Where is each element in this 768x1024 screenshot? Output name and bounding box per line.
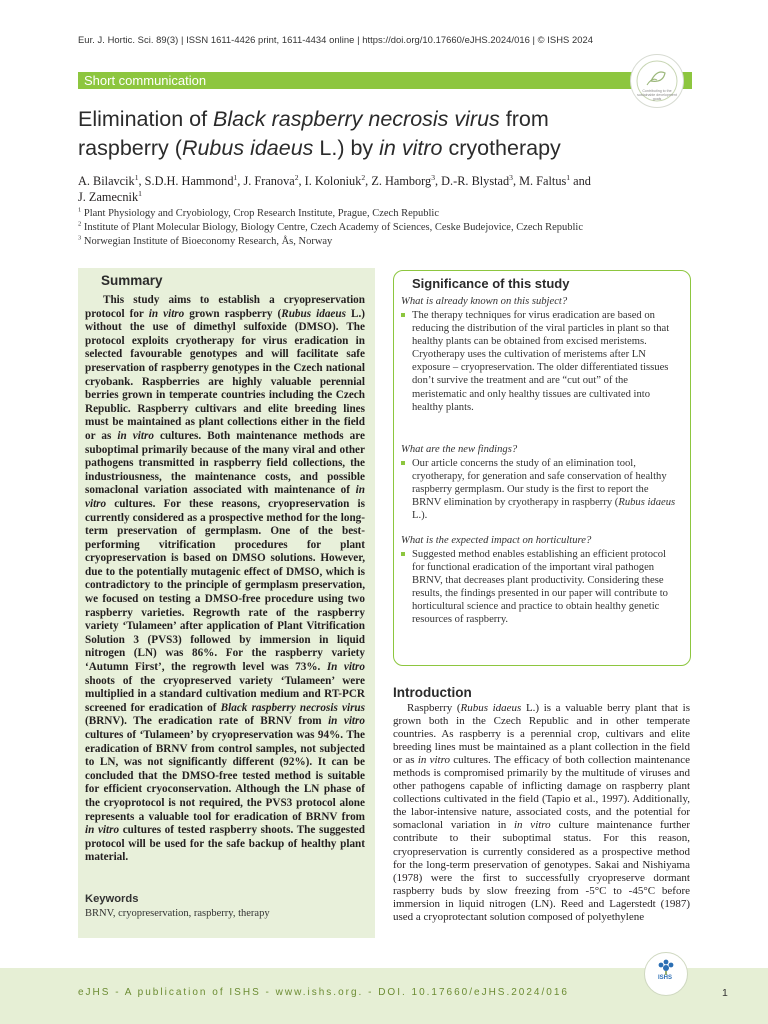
ishs-logo	[644, 952, 688, 996]
affiliation: $^1$ Plant Physiology and Cryobiology, Crop Research Institute, Prague, Czech Republic	[78, 206, 439, 219]
section-label: Short communication	[84, 73, 207, 88]
journal-citation-line: Eur. J. Hortic. Sci. 89(3) | ISSN 1611-4426 print, 1611-4434 online | https://doi.org/10.17660/eJHS.2024/016 | © ISHS 2024	[78, 34, 594, 45]
keywords-text: BRNV, cryopreservation, raspberry, therapy	[85, 908, 270, 919]
bullet-icon	[401, 552, 407, 558]
page-number: 1	[722, 987, 728, 999]
article-title-line-1: Elimination of Black raspberry necrosis virus from	[78, 107, 549, 131]
affiliation: $^3$ Norwegian Institute of Bioeconomy Research, Ås, Norway	[78, 234, 333, 247]
bullet-icon	[401, 461, 407, 467]
bullet-icon	[401, 313, 407, 319]
introduction-text: Raspberry (Rubus idaeus L.) is a valuable berry plant that is grown both in the Czech Republic and in other temperate countries. As raspberry is a perennial crop, cultivars and elite breeding lines must be maintained as a plant collection in the field or as in vitro cultures. The efficacy of both collection maintenance methods is compromised primarily by the multitude of viruses and other pathogens capable of inflicting damage on raspberry plant collections cultivated in the field (Tapio et al., 1997). Additionally, the labor-intensive nature, associated costs, and the potential for somaclonal variation in in vitro culture maintenance further contribute to their suboptimal status. For this reason, cryopreservation is currently considered as a prospective method for the long-term preservation of genotypes. Sakai and Nishiyama (1978) were the first to successfully cryopreserve dormant raspberry buds by slow freezing from -5°C to -45°C before immersion in liquid nitrogen (LN). Reed and Lagerstedt (1987) used a cryoprotectant solution composed of polyethylene	[393, 702, 691, 923]
author-list-continued: J. Zamecnik$^1$	[78, 188, 142, 204]
author-list: A. Bilavcik$^1$, S.D.H. Hammond$^1$, J. Franova$^2$, I. Koloniuk$^2$, Z. Hamborg$^3$, D.-R. Blystad$^3$, M. Faltus$^1$ and	[78, 172, 591, 188]
significance-heading: Significance of this study	[412, 276, 570, 291]
significance-answer: The therapy techniques for virus eradication are based on reducing the distribution of the viral particles in plant so that healthy plants can be obtained from excised meristems. Cryotherapy uses the cultivation of meristems after LN exposure – cryopreservation. The older differentiated tissues don’t survive the treatment and are “cut out” of the meristematic and only healthy tissues are cultivated into healthy plants.	[412, 310, 670, 413]
keywords-heading: Keywords	[85, 893, 139, 905]
summary-heading: Summary	[101, 273, 163, 288]
introduction-heading: Introduction	[393, 685, 472, 700]
footer-text: eJHS - A publication of ISHS - www.ishs.org. - DOI. 10.17660/eJHS.2024/016	[78, 987, 569, 998]
significance-question: What is already known on this subject?	[401, 296, 568, 307]
article-title-line-2: raspberry (Rubus idaeus L.) by in vitro cryotherapy	[78, 136, 561, 160]
ishs-flower-icon	[645, 953, 687, 995]
sdg-seal-logo	[630, 54, 684, 108]
significance-question: What are the new findings?	[401, 444, 518, 455]
significance-answer: Our article concerns the study of an elimination tool, cryotherapy, for generation and safe conservation of healthy raspberry germplasm. Our study is the first to report the BRNV elimination by cryotherapy in raspberry (Rubus idaeus L.).	[412, 458, 676, 522]
significance-question: What is the expected impact on horticulture?	[401, 535, 592, 546]
affiliation: $^2$ Institute of Plant Molecular Biology, Biology Centre, Czech Academy of Sciences, Ceske Budejovice, Czech Republic	[78, 220, 583, 233]
seal-text: Contributing to the sustainable development goals	[637, 89, 677, 101]
significance-answer: Suggested method enables establishing an efficient protocol for functional eradication of the important viral pathogen BRNV, that decreases plant productivity. Considering these results, the findings presented in our paper will contribute to horticultural science and practice to obtain healthy genetic resources of raspberry.	[412, 549, 668, 626]
ishs-logo-text: ISHS	[657, 975, 672, 981]
summary-text: This study aims to establish a cryopreservation protocol for in vitro grown raspberry (Rubus idaeus L.) without the use of dimethyl sulfoxide (DMSO). The protocol exploits cryotherapy for virus eradication in selected favourable genotypes and will facilitate safe preservation of raspberry genotypes in the Czech national cryobank. Raspberries are highly valuable perennial berries grown in temperate countries including the Czech Republic. Raspberry cultivars and elite breeding lines must be maintained as plant collections either in the field or as in vitro cultures. Both maintenance methods are suboptimal primarily because of the many viral and other pathogens transmitted in raspberry field collections, the industriousness, the maintenance costs, and possible somaclonal variation associated with maintenance of in vitro cultures. For these reasons, cryopreservation is currently considered as a prospective method for the long-term preservation of germplasm. One of the best-performing vitrification procedures for plant cryopreservation is based on DMSO solutions. However, due to the potentially mutagenic effect of DMSO, which is contradictory to the principle of germplasm preservation, we focused on testing a DMSO-free procedure using two raspberry varieties. Regrowth rate of the raspberry variety ‘Tulameen’ after application of Plant Vitrification Solution 3 (PVS3) followed by immersion in liquid nitrogen (LN) was 86%. For the raspberry variety ‘Autumn First’, the regrowth level was 73%. In vitro shoots of the cryopreserved variety ‘Tulameen’ were multiplied in a standard cultivation medium and RT-PCR screened for eradication of Black raspberry necrosis virus (BRNV). The eradication rate of BRNV from in vitro cultures of ‘Tulameen’ by cryopreservation was 94%. The eradication of BRNV from control samples, not subjected to LN, was not significantly different (92%). It can be concluded that the DMSO-free tested method is suitable for efficient cryoconservation. Although the LN phase of the cryoprotocol is not required, the PVS3 protocol alone represents a valuable tool for eradication of BRNV from in vitro cultures of tested raspberry shoots. The suggested protocol will be used for the safe backup of healthy plant material.	[85, 294, 366, 864]
